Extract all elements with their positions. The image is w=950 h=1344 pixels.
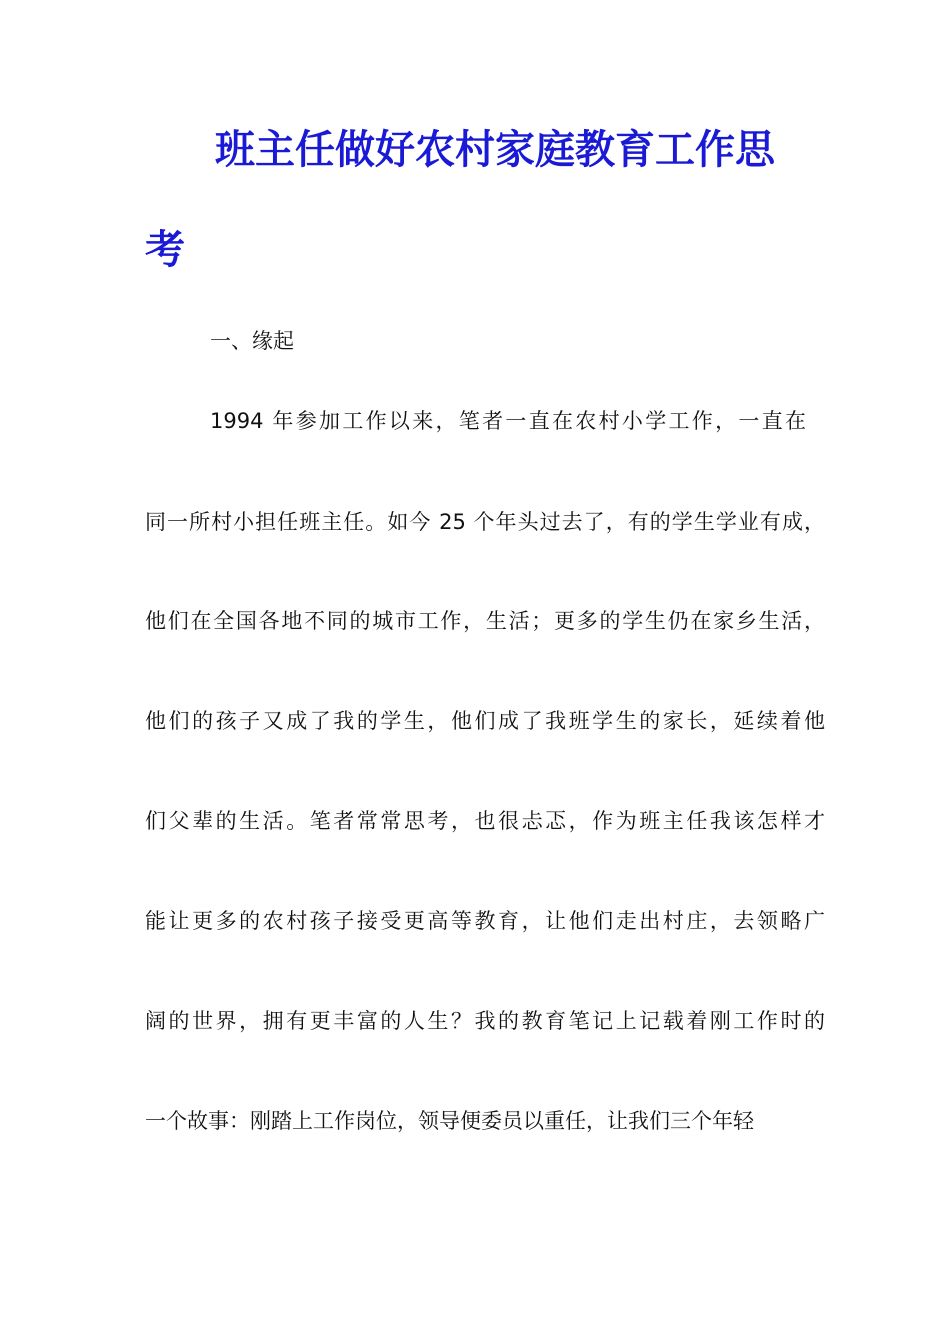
paragraph-line-5: 们父辈的生活。笔者常常思考，也很忐忑，作为班主任我该怎样才: [145, 809, 825, 833]
paragraph-line-4: 他们的孩子又成了我的学生，他们成了我班学生的家长，延续着他: [145, 709, 825, 733]
section-heading: 一、缘起: [210, 329, 294, 353]
paragraph-line-7: 阔的世界，拥有更丰富的人生？我的教育笔记上记载着刚工作时的: [145, 1009, 825, 1033]
document-title-line-1: 班主任做好农村家庭教育工作思: [215, 127, 775, 173]
paragraph-line-8: 一个故事：刚踏上工作岗位，领导便委员以重任，让我们三个年轻: [145, 1109, 754, 1133]
paragraph-line-6: 能让更多的农村孩子接受更高等教育，让他们走出村庄，去领略广: [145, 909, 825, 933]
paragraph-line-3: 他们在全国各地不同的城市工作，生活；更多的学生仍在家乡生活，: [145, 609, 825, 633]
paragraph-line-2: 同一所村小担任班主任。如今 25 个年头过去了，有的学生学业有成，: [145, 510, 825, 534]
paragraph-line-1: 1994 年参加工作以来，笔者一直在农村小学工作，一直在: [210, 409, 806, 433]
document-title-line-2: 考: [145, 227, 185, 273]
